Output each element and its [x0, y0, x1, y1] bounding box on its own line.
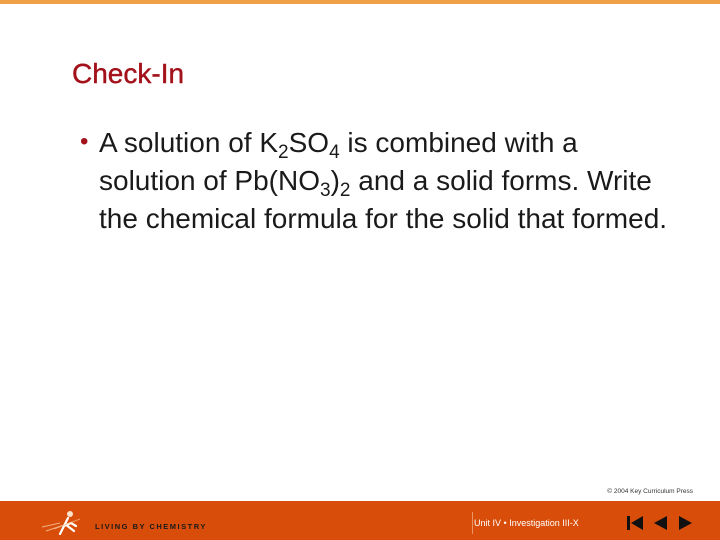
question-part: SO: [288, 127, 330, 158]
subscript: 2: [278, 142, 289, 163]
living-by-chemistry-logo-icon: [40, 509, 90, 535]
copyright-notice: © 2004 Key Curriculum Press: [607, 488, 693, 495]
bullet-marker: •: [80, 128, 89, 155]
question-part: A solution of K: [99, 127, 279, 158]
unit-separator: •: [503, 518, 507, 528]
question-text: [99, 124, 669, 238]
question-part: is combined with a solution of Pb(NO: [99, 127, 578, 196]
previous-slide-icon[interactable]: [652, 515, 670, 531]
subscript: 4: [329, 142, 340, 163]
slide-title: Check-In: [72, 58, 185, 89]
next-slide-icon[interactable]: [676, 515, 694, 531]
first-slide-icon[interactable]: [626, 515, 644, 531]
unit-label: [474, 518, 579, 528]
question-part: ): [330, 165, 340, 196]
footer-bar: [0, 501, 720, 540]
subscript: 3: [320, 180, 331, 201]
unit-name: Unit IV: [474, 518, 502, 528]
footer-divider: [472, 512, 473, 534]
top-accent-bar: [0, 0, 720, 4]
subscript: 2: [339, 180, 351, 201]
logo-wordmark: LIVING BY CHEMISTRY: [95, 522, 207, 531]
investigation-name: Investigation III-X: [509, 518, 579, 528]
question-part: and a solid forms. Write the chemical formula for the solid that formed.: [99, 165, 668, 234]
